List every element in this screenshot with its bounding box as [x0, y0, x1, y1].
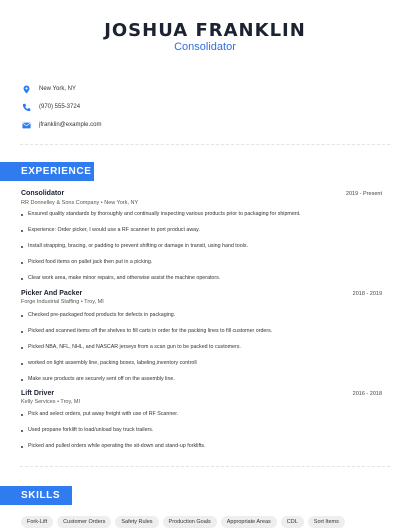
job-company: RR Donnelley & Sons Company • New York, NY [21, 200, 139, 206]
list-item: Experience: Order picker, I would use a RF scanner to port product away. [21, 227, 371, 234]
job-dates: 2019 - Present [345, 191, 382, 197]
email-icon [22, 121, 31, 130]
email-text[interactable]: jfranklin@example.com [39, 122, 102, 128]
job-bullets [21, 411, 371, 450]
phone-text: (970) 555-3724 [39, 104, 81, 110]
skill-tag: Production Goals [163, 516, 217, 528]
list-item: Ensured quality standards by thoroughly and continually inspecting various products prior to packaging for shipment. [21, 211, 371, 218]
skill-tag: Appropriate Areas [221, 516, 277, 528]
list-item: worked on light assembly line, packing boxes, labeling,inventory controll [21, 360, 371, 367]
section-header-experience: EXPERIENCE [0, 162, 94, 181]
location-pin-icon [22, 85, 31, 94]
list-item: Pick and select orders, put away freight with use of RF Scanner. [21, 411, 371, 418]
contact-email [22, 118, 101, 132]
skill-tag: Safety Rules [115, 516, 158, 528]
list-item: Install strapping, bracing, or padding to prevent shifting or damage in transit, using hand tools. [21, 243, 371, 250]
contact-phone [22, 100, 80, 114]
job-company: Kelly Services • Troy, MI [21, 399, 80, 405]
skill-tag: Customer Orders [57, 516, 111, 528]
phone-icon [22, 103, 31, 112]
list-item: Checked pre-packaged food products for defects in packaging. [21, 312, 371, 319]
list-item: Picked and pulled orders while operating the sit-down and stand-up forklifts. [21, 443, 371, 450]
skill-tag: Fork-Lift [21, 516, 53, 528]
list-item: Make sure products are securely sent off on the assembly line. [21, 376, 371, 383]
job-title: Consolidator [21, 190, 65, 197]
divider [20, 466, 390, 467]
job-bullets [21, 312, 371, 383]
list-item: Clear work area, make minor repairs, and otherwise assist the machine operators. [21, 275, 371, 282]
list-item: Picked NBA, NFL, NHL, and NASCAR jerseys from a scan gun to be packed to customers. [21, 344, 371, 351]
divider [20, 144, 390, 145]
location-text: New York, NY [39, 86, 77, 92]
job-bullets [21, 211, 371, 282]
candidate-name: JOSHUA FRANKLIN [104, 20, 306, 41]
job-company: Forge Industrial Staffing • Troy, MI [21, 299, 104, 305]
list-item: Picked food items on pallet jack then put in a picking. [21, 259, 371, 266]
job-dates: 2018 - 2019 [352, 291, 382, 297]
job-dates: 2016 - 2018 [352, 391, 382, 397]
job-title: Picker And Packer [21, 290, 83, 297]
section-header-skills: SKILLS [0, 486, 72, 505]
skill-tag: CDL [281, 516, 304, 528]
job-title-headline: Consolidator [174, 41, 236, 53]
list-item: Used propane forklift to load/unload bay truck trailers. [21, 427, 371, 434]
skill-tag: Sort Items [308, 516, 345, 528]
contact-location [22, 82, 76, 96]
list-item: Picked and scanned items off the shelves to fill carts in order for the packing lines to fill customer orders. [21, 328, 371, 335]
job-title: Lift Driver [21, 390, 55, 397]
skills-list [21, 516, 345, 528]
